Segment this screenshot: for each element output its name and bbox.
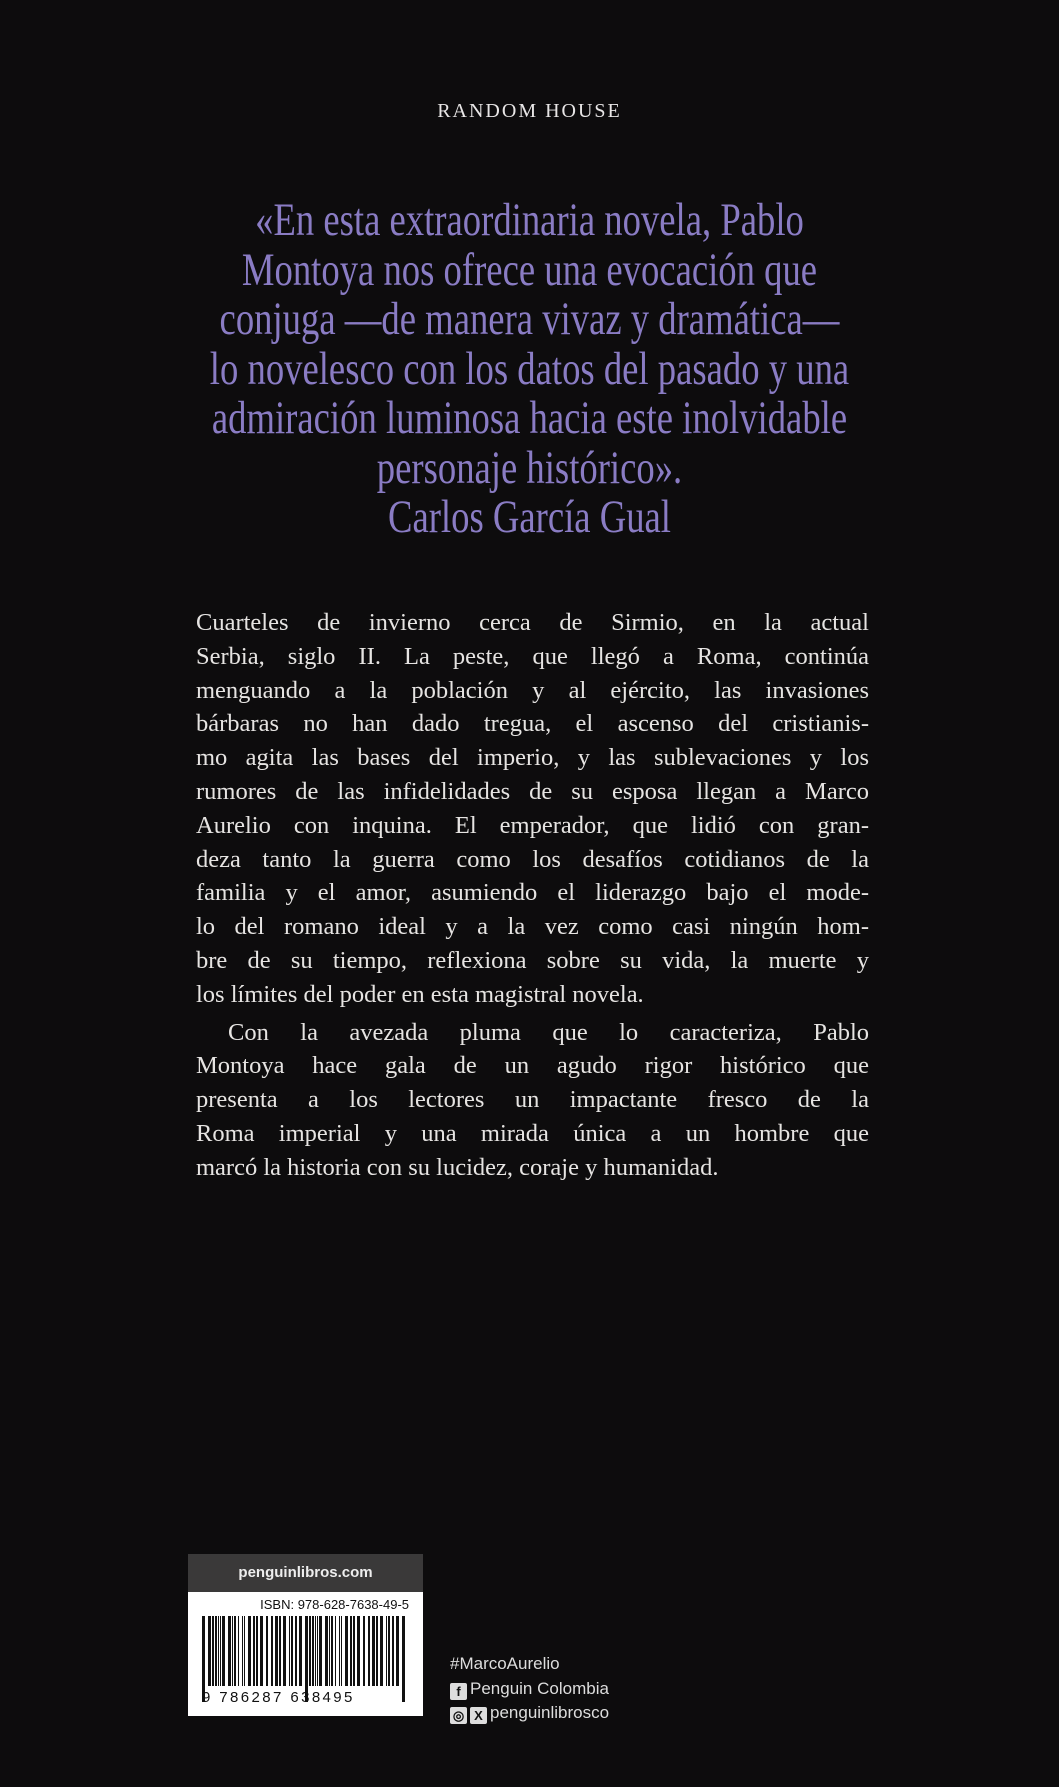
quote-line: «En esta extraordinaria novela, Pablo	[255, 194, 804, 246]
barcode-box	[188, 1554, 423, 1716]
facebook-icon: f	[450, 1683, 467, 1700]
x-icon: X	[470, 1707, 487, 1724]
barcode-bar	[331, 1616, 333, 1686]
barcode	[202, 1616, 407, 1704]
barcode-bar	[317, 1616, 318, 1686]
barcode-bar	[392, 1616, 394, 1686]
barcode-bar	[345, 1616, 348, 1686]
barcode-bar	[248, 1616, 251, 1686]
synopsis-line: bre de su tiempo, reflexiona sobre su vida, la muerte y	[196, 946, 869, 974]
barcode-bar	[357, 1616, 360, 1686]
blurb-quote	[0, 196, 1059, 543]
isbn-label: ISBN: 978-628-7638-49-5	[260, 1597, 409, 1612]
barcode-bar	[238, 1616, 239, 1686]
quote-author: Carlos García Gual	[388, 491, 671, 543]
quote-line: Montoya nos ofrece una evocación que	[241, 243, 818, 296]
synopsis-line: Montoya hace gala de un agudo rigor histórico que	[196, 1052, 869, 1080]
barcode-bar	[212, 1616, 214, 1686]
barcode-bar	[353, 1616, 355, 1686]
facebook-link[interactable]	[450, 1677, 609, 1702]
barcode-bar	[335, 1616, 336, 1686]
website-label: penguinlibros.com	[188, 1554, 423, 1592]
social-links	[450, 1652, 609, 1726]
synopsis-line: presenta a los lectores un impactante fresco de la	[196, 1086, 869, 1114]
synopsis	[196, 606, 869, 1185]
instagram-icon: ◎	[450, 1707, 467, 1724]
barcode-bar	[256, 1616, 258, 1686]
barcode-bar	[244, 1616, 245, 1686]
synopsis-line: Serbia, siglo II. La peste, que llegó a Roma, continúa	[196, 642, 869, 670]
quote-line: admiración luminosa hacia este inolvidable	[211, 392, 848, 444]
synopsis-line: menguando a la población y al ejército, las invasiones	[196, 676, 869, 704]
barcode-bar	[279, 1616, 281, 1686]
synopsis-line: marcó la historia con su lucidez, coraje y humanidad.	[196, 1153, 719, 1181]
barcode-bar	[228, 1616, 231, 1686]
barcode-bar	[325, 1616, 328, 1686]
barcode-bar	[253, 1616, 255, 1686]
barcode-bar	[312, 1616, 314, 1686]
barcode-bar	[275, 1616, 278, 1686]
barcode-bar	[266, 1616, 268, 1686]
barcode-bar	[222, 1616, 225, 1686]
barcode-bar	[299, 1616, 302, 1686]
barcode-bar	[208, 1616, 211, 1686]
barcode-bar	[218, 1616, 219, 1686]
barcode-bar	[234, 1616, 236, 1686]
instagram-x-link[interactable]	[450, 1701, 609, 1726]
synopsis-line: Con la avezada pluma que lo caracteriza, Pablo	[228, 1018, 869, 1046]
synopsis-line: Roma imperial y una mirada única a un hombre que	[196, 1119, 869, 1147]
barcode-bar	[339, 1616, 340, 1686]
synopsis-line: Aurelio con inquina. El emperador, que lidió con gran-	[196, 811, 869, 839]
barcode-bar	[319, 1616, 322, 1686]
barcode-bar	[295, 1616, 297, 1686]
facebook-label: Penguin Colombia	[470, 1678, 609, 1698]
synopsis-line: rumores de las infidelidades de su esposa llegan a Marco	[196, 777, 869, 805]
quote-line: lo novelesco con los datos del pasado y una	[209, 342, 850, 395]
barcode-bar	[376, 1616, 378, 1686]
barcode-bar	[215, 1616, 217, 1686]
barcode-bar	[289, 1616, 290, 1686]
barcode-bar	[372, 1616, 375, 1686]
barcode-bar	[220, 1616, 221, 1686]
synopsis-line: Cuarteles de invierno cerca de Sirmio, en la actual	[196, 609, 869, 636]
barcode-bar	[380, 1616, 383, 1686]
barcode-bar	[341, 1616, 342, 1686]
synopsis-line: familia y el amor, asumiendo el liderazgo bajo el mode-	[196, 879, 869, 907]
barcode-bar	[291, 1616, 293, 1686]
barcode-bar	[368, 1616, 370, 1686]
synopsis-line: deza tanto la guerra como los desafíos cotidianos de la	[196, 845, 869, 873]
synopsis-line: mo agita las bases del imperio, y las sublevaciones y los	[196, 744, 869, 772]
barcode-bar	[363, 1616, 365, 1686]
barcode-bar	[329, 1616, 330, 1686]
publisher-name: RANDOM HOUSE	[437, 100, 622, 122]
barcode-bar	[386, 1616, 387, 1686]
quote-line: conjuga —de manera vivaz y dramática—	[219, 293, 840, 345]
quote-line: personaje histórico».	[376, 441, 683, 494]
barcode-bar	[388, 1616, 390, 1686]
hashtag: #MarcoAurelio	[450, 1654, 560, 1673]
barcode-bar	[350, 1616, 352, 1686]
barcode-bar	[402, 1616, 405, 1702]
barcode-bar	[283, 1616, 286, 1686]
barcode-bar	[315, 1616, 316, 1686]
barcode-bar	[396, 1616, 399, 1686]
barcode-bar	[260, 1616, 263, 1686]
handle-label: penguinlibrosco	[490, 1703, 610, 1722]
barcode-digits: 9 786287 638495	[202, 1689, 355, 1704]
synopsis-line: lo del romano ideal y a la vez como casi ningún hom-	[196, 913, 869, 941]
barcode-bar	[242, 1616, 243, 1686]
synopsis-line: los límites del poder en esta magistral novela.	[196, 980, 644, 1008]
barcode-bar	[232, 1616, 233, 1686]
barcode-bar	[271, 1616, 273, 1686]
barcode-bar	[309, 1616, 311, 1686]
synopsis-line: bárbaras no han dado tregua, el ascenso del cristianis-	[196, 710, 869, 738]
